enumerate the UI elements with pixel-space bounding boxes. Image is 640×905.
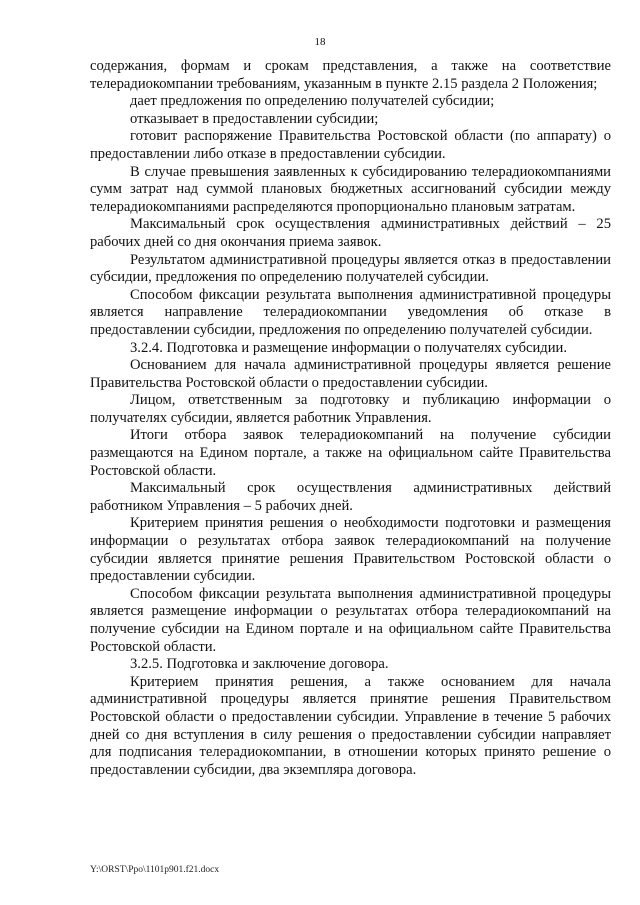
section-heading-3-2-5: 3.2.5. Подготовка и заключение договора.	[130, 656, 389, 673]
paragraph-results-published: Итоги отбора заявок телерадиокомпаний на получение субсидии размещаются на Едином портале, а также на официальном сайте Правительства Ростовской области.	[90, 427, 611, 479]
paragraph-excess: В случае превышения заявленных к субсидированию телерадиокомпаниями сумм затрат над суммой плановых бюджетных ассигнований субсидии между телерадиокомпаниями распределяются пропорционально плановым затратам.	[90, 163, 611, 215]
paragraph-max-term: Максимальный срок осуществления административных действий – 25 рабочих дней со дня окончания приема заявок.	[90, 216, 611, 250]
list-item-order: готовит распоряжение Правительства Ростовской области (по аппарату) о предоставлении либо отказе в предоставлении субсидии.	[90, 128, 611, 162]
list-item-refusal: отказывает в предоставлении субсидии;	[130, 110, 379, 127]
section-heading-3-2-4: 3.2.4. Подготовка и размещение информации о получателях субсидии.	[130, 339, 567, 356]
paragraph-criterion: Критерием принятия решения о необходимости подготовки и размещения информации о результатах отбора заявок телерадиокомпаний на получение субсидии является принятие решения Правительством Ростовской области о предоставлении субсидии.	[90, 515, 611, 585]
page-number: 18	[314, 36, 326, 48]
paragraph-fixation: Способом фиксации результата выполнения административной процедуры является направление телерадиокомпании уведомления об отказе в предоставлении субсидии, предложения по определению получателей субсидии.	[90, 286, 611, 338]
paragraph-max-term-2: Максимальный срок осуществления административных действий работником Управления – 5 рабочих дней.	[90, 480, 611, 514]
footer-file-path: Y:\ORST\Ppo\1101p901.f21.docx	[90, 865, 220, 875]
list-item-proposals: дает предложения по определению получателей субсидии;	[130, 93, 495, 110]
paragraph-fixation-2: Способом фиксации результата выполнения административной процедуры является размещение информации о результатах отбора телерадиокомпаний на получение субсидии на Едином портале и на официальном сайте Правительства Ростовской области.	[90, 585, 611, 655]
paragraph-result: Результатом административной процедуры является отказ в предоставлении субсидии, предложения по определению получателей субсидии.	[90, 251, 611, 286]
document-body	[90, 58, 611, 779]
paragraph-responsible: Лицом, ответственным за подготовку и публикацию информации о получателях субсидии, является работник Управления.	[90, 392, 611, 426]
paragraph-basis: Основанием для начала административной процедуры является решение Правительства Ростовской области о предоставлении субсидии.	[90, 357, 611, 391]
paragraph-continuation: содержания, формам и срокам представления, а также на соответствие телерадиокомпании требованиям, указанным в пункте 2.15 раздела 2 Положения;	[90, 58, 611, 92]
paragraph-contract: Критерием принятия решения, а также основанием для начала административной процедуры является принятие решения Правительством Ростовской области о предоставлении субсидии. Управление в течение 5 рабочих дней со дня вступления в силу решения о предоставлении субсидии направляет для подписания телерадиокомпании, в отношении которых принято решение о предоставлении субсидии, два экземпляра договора.	[90, 673, 611, 778]
